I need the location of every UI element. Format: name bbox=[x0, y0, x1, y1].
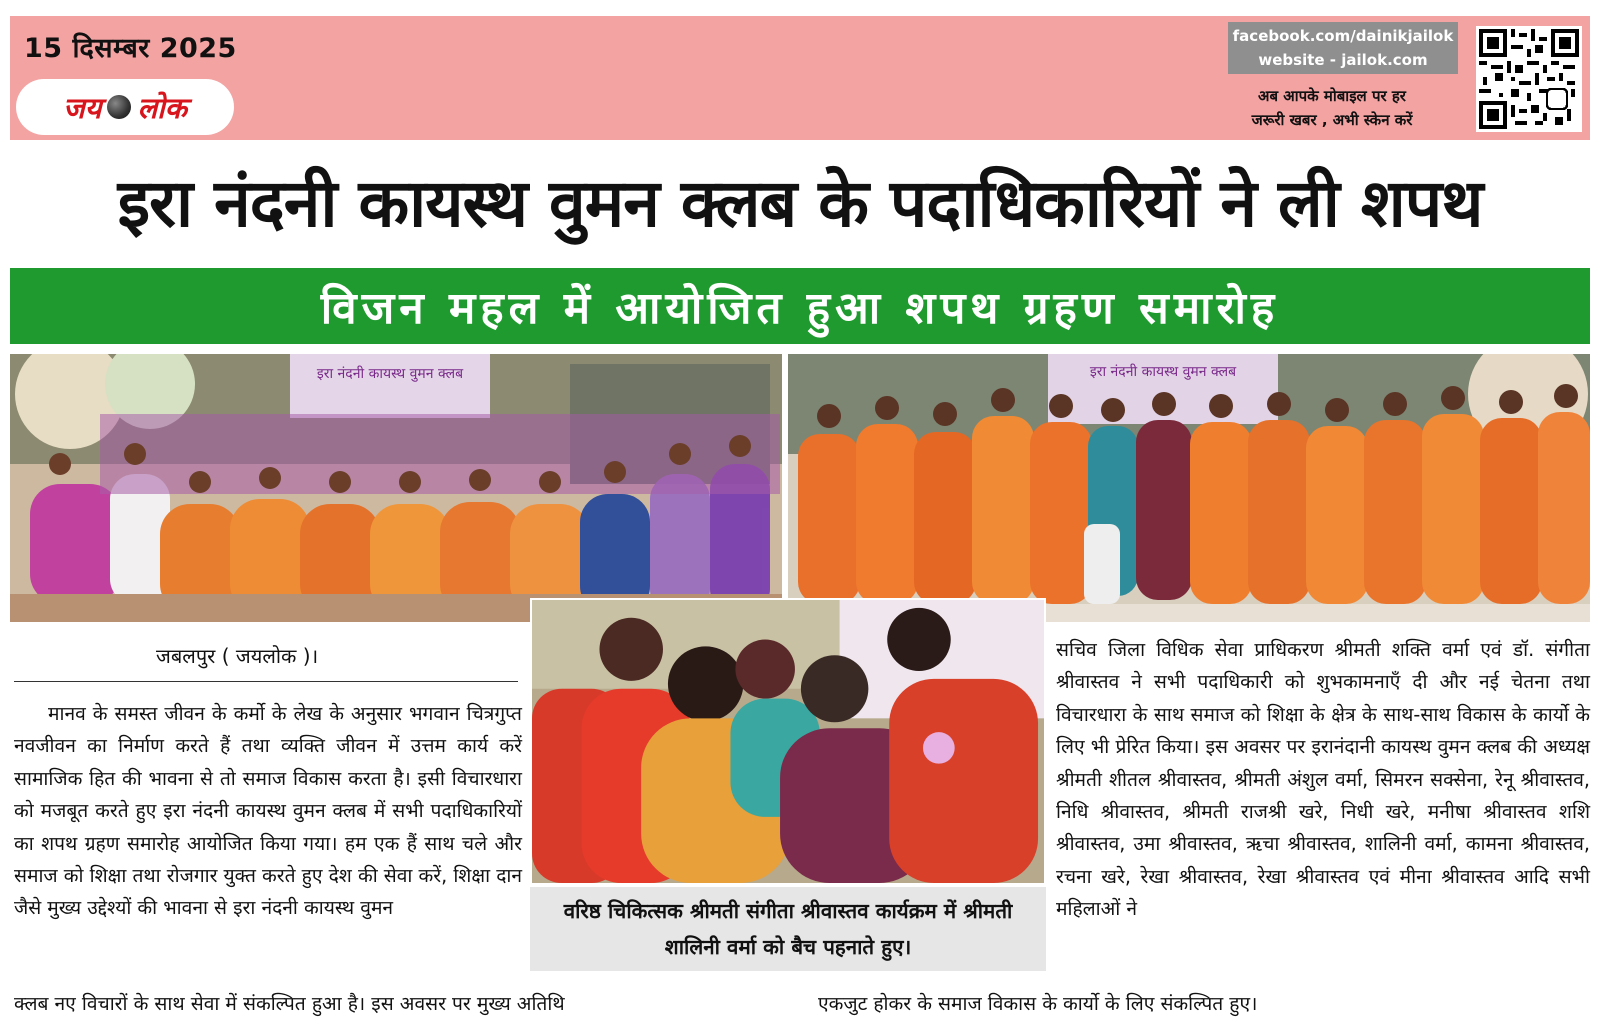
main-headline: इरा नंदनी कायस्थ वुमन क्लब के पदाधिकारियों ने ली शपथ bbox=[117, 165, 1483, 242]
facebook-link[interactable]: facebook.com/dainikjailok bbox=[1232, 27, 1454, 45]
article-dateline: जबलपुर ( जयलोक )। bbox=[156, 644, 319, 668]
newspaper-logo[interactable] bbox=[16, 79, 234, 135]
website-link[interactable]: website - jailok.com bbox=[1258, 51, 1428, 69]
group-photo-seated[interactable] bbox=[10, 354, 782, 622]
photo-caption: वरिष्ठ चिकित्सक श्रीमती संगीता श्रीवास्तव कार्यक्रम में श्रीमती शालिनी वर्मा को बैच पहनाते हुए। bbox=[530, 887, 1046, 971]
badge-ceremony-photo[interactable] bbox=[530, 598, 1046, 885]
logo-word-lok: लोक bbox=[137, 90, 187, 125]
qr-code-icon[interactable] bbox=[1476, 26, 1582, 132]
masthead-band bbox=[10, 16, 1590, 140]
article-bottom-line-right: एकजुट होकर के समाज विकास के कार्यो के लिए संकल्पित हुए। bbox=[818, 992, 1258, 1015]
group-photo-standing[interactable] bbox=[788, 354, 1590, 622]
scan-prompt-line-1: अब आपके मोबाइल पर हर bbox=[1258, 87, 1406, 105]
article-column-left bbox=[14, 698, 522, 925]
scan-prompt-line-2: जरूरी खबर , अभी स्केन करें bbox=[1251, 111, 1413, 129]
article-paragraph-right: सचिव जिला विधिक सेवा प्राधिकरण श्रीमती शक्ति वर्मा एवं डॉ. संगीता श्रीवास्तव ने सभी पदाधिकारी को शुभकामनाएँ दी और नई चेतना तथा विचारधारा के साथ समाज को शिक्षा के क्षेत्र के साथ-साथ विकास के कार्यो के लिए भी प्रेरित किया। इस अवसर पर इरानंदानी कायस्थ वुमन क्लब की अध्यक्ष श्रीमती शीतल श्रीवास्तव, श्रीमती अंशुल वर्मा, सिमरन सक्सेना, रेनू श्रीवास्तव, निधि श्रीवास्तव, श्रीमती राजश्री खरे, निधी खरे, मनीषा श्रीवास्तव शशि श्रीवास्तव, उमा श्रीवास्तव, ऋचा श्रीवास्तव, शालिनी वर्मा, कामना श्रीवास्तव, रचना खरे, रेखा श्रीवास्तव, रेखा श्रीवास्तव एवं मीना श्रीवास्तव आदि सभी महिलाओं ने bbox=[1056, 638, 1590, 921]
article-paragraph-left: मानव के समस्त जीवन के कर्मो के लेख के अनुसार भगवान चित्रगुप्त नवजीवन का निर्माण करते हैं तथा व्यक्ति जीवन में उत्तम कार्य करें सामाजिक हित की भावना से तो समाज विकास करता है। इसी विचारधारा को मजबूत करते हुए इरा नंदनी कायस्थ वुमन क्लब में सभी पदाधिकारियों का शपथ ग्रहण समारोह आयोजित किया गया। हम एक हैं साथ चले और समाज को शिक्षा तथा रोजगार युक्त करते हुए देश की सेवा करें, शिक्षा दान जैसे मुख्य उद्देश्यों की भावना से इरा नंदनी कायस्थ वुमन bbox=[14, 702, 522, 920]
article-column-right bbox=[1056, 634, 1590, 926]
scan-prompt bbox=[1232, 84, 1432, 132]
issue-date: 15 दिसम्बर 2025 bbox=[24, 33, 237, 64]
stage-banner-text-2: इरा नंदनी कायस्थ वुमन क्लब bbox=[1089, 364, 1237, 380]
globe-icon bbox=[107, 95, 131, 119]
article-bottom-line-left: क्लब नए विचारों के साथ सेवा में संकल्पित हुआ है। इस अवसर पर मुख्य अतिथि bbox=[14, 992, 565, 1015]
subheadline-band: विजन महल में आयोजित हुआ शपथ ग्रहण समारोह bbox=[10, 268, 1590, 344]
dateline-divider bbox=[14, 681, 518, 682]
social-links-box bbox=[1228, 22, 1458, 74]
stage-banner-text: इरा नंदनी कायस्थ वुमन क्लब bbox=[316, 366, 464, 382]
logo-word-jay: जय bbox=[63, 90, 102, 125]
